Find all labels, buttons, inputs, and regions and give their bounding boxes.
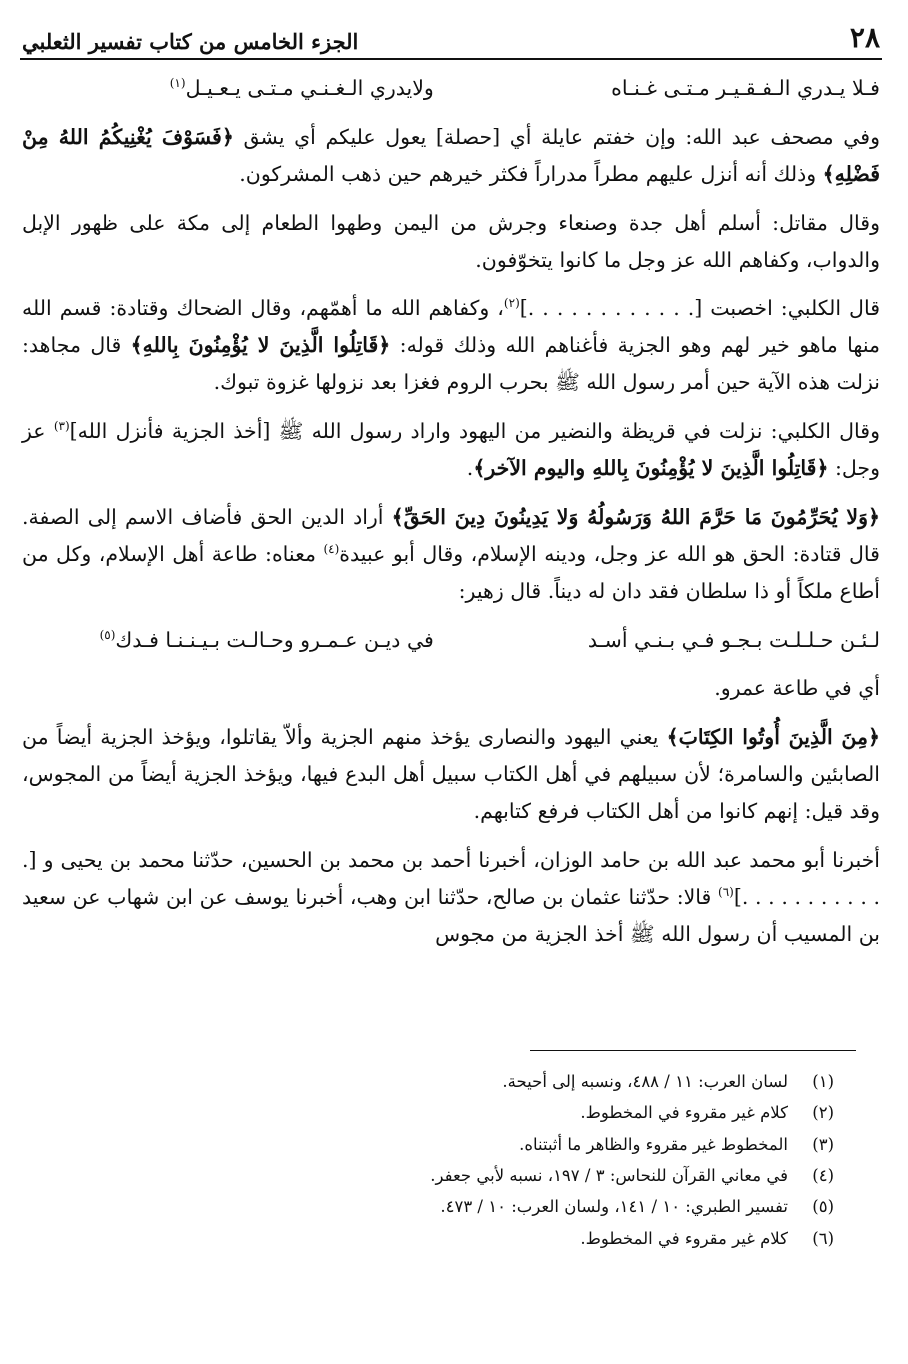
page-number: ٢٨ <box>849 21 880 54</box>
paragraph-2: وقال مقاتل: أسلم أهل جدة وصنعاء وجرش من اليمن وطهوا الطعام إلى مكة على ظهور الإبل والدواب، وكفاهم الله عز وجل ما كانوا يتخوّفون. <box>22 210 880 272</box>
paragraph-4-text-a: وقال الكلبي: نزلت في قريظة والنضير من اليهود واراد رسول الله ﷺ [أخذ الجزية فأنزل الله] <box>69 419 881 444</box>
paragraph-4-text-c: . <box>466 456 474 481</box>
footnote-mark-5[interactable]: (٥) <box>99 627 116 642</box>
page-header <box>22 14 880 54</box>
paragraph-5 <box>22 499 880 610</box>
verse-2-second-hemistich-text: في ديـن عـمـرو وحـالـت بـيـنـنـا فـدك <box>115 627 434 652</box>
footnote-number: (٥) <box>812 1197 834 1217</box>
footnote-mark-3[interactable]: (٣) <box>53 419 70 434</box>
paragraph-4-text-b: عز وجل: <box>22 419 880 481</box>
paragraph-8-text-a: أخبرنا أبو محمد عبد الله بن حامد الوزان، أخبرنا أحمد بن محمد بن الحسين، حدّثنا محمد بن يحيى و [. . . . . . . . . . . .] <box>22 848 881 909</box>
footnote-text: في معاني القرآن للنحاس: ٣ / ١٩٧، نسبه لأبي جعفر. <box>430 1166 788 1186</box>
quran-quote: ﴿مِنَ الَّذِينَ أُوتُوا الكِتَابَ﴾ <box>666 725 880 750</box>
paragraph-8 <box>22 842 880 953</box>
footnote-number: (١) <box>812 1072 834 1091</box>
footnote-text: لسان العرب: ١١ / ٤٨٨، ونسبه إلى أحيحة. <box>502 1072 788 1091</box>
header-title: الجزء الخامس من كتاب تفسير الثعلبي <box>22 29 359 54</box>
footnote-mark-6[interactable]: (٦) <box>718 885 734 900</box>
quran-quote: ﴿فَسَوْفَ يُغْنِيكُمُ اللهُ مِنْ فَضْلِهِ﴾ <box>22 124 880 186</box>
footnote-mark-2[interactable]: (٢) <box>503 296 520 311</box>
paragraph-7-text: يعني اليهود والنصارى يؤخذ منهم الجزية وألاّ يقاتلوا، ويؤخذ الجزية أيضاً من الصابئين والسامرة؛ لأن سبيلهم في أهل الكتاب سبيل أهل البدع فيها، ويؤخذ الجزية أيضاً من المجوس، وقد قيل: إنهم كانوا من أهل الكتاب فرفع كتابهم. <box>22 725 880 824</box>
footnote-text: تفسير الطبري: ١٠ / ١٤١، ولسان العرب: ١٠ / ٤٧٣. <box>440 1197 788 1217</box>
paragraph-1-text-a: وفي مصحف عبد الله: وإن خفتم عايلة أي [حصلة] يعول عليكم أي يشق <box>233 124 880 149</box>
poetry-verse-2 <box>22 622 880 659</box>
footnote-number: (٣) <box>812 1134 834 1154</box>
quran-quote: ﴿قَاتِلُوا الَّذِينَ لا يُؤْمِنُونَ بِاللهِ﴾ <box>130 333 391 358</box>
paragraph-5-text-b: معناه: طاعة أهل الإسلام، وكل من أطاع ملكاً أو ذا سلطان فقد دان له ديناً. قال زهير: <box>22 541 880 603</box>
verse-1-second-hemistich <box>22 70 434 107</box>
footnote-4 <box>22 1160 834 1191</box>
paragraph-8-text-b: قالا: حدّثنا عثمان بن صالح، حدّثنا ابن وهب، أخبرنا يوسف عن ابن شهاب عن سعيد بن المسيب أن رسول الله ﷺ أخذ الجزية من مجوس <box>22 884 880 946</box>
verse-1-second-hemistich-text: ولايدري الـغـنـي مـتـى يـعـيـل <box>185 76 434 100</box>
header-rule <box>20 58 882 60</box>
paragraph-3 <box>22 290 880 401</box>
footnotes <box>22 1066 834 1254</box>
footnote-number: (٦) <box>812 1228 834 1248</box>
footnote-2 <box>22 1097 834 1128</box>
footnote-5 <box>22 1191 834 1222</box>
footnote-mark-1[interactable]: (١) <box>169 76 186 91</box>
paragraph-3-text-c: قال مجاهد: نزلت هذه الآية حين أمر رسول الله ﷺ بحرب الروم فغزا بعد نزولها غزوة تبوك. <box>22 333 880 395</box>
verse-1-first-hemistich: فـلا يـدري الـفـقـيـر مـتـى غـنـاه <box>611 76 880 100</box>
paragraph-5-text-a: أراد الدين الحق فأضاف الاسم إلى الصفة. قال قتادة: الحق هو الله عز وجل، ودينه الإسلام، وقال أبو عبيدة <box>22 504 880 566</box>
footnote-6 <box>22 1223 834 1254</box>
paragraph-7 <box>22 719 880 830</box>
verse-2-second-hemistich <box>22 622 434 659</box>
footnote-number: (٤) <box>812 1166 834 1186</box>
footnote-1 <box>22 1066 834 1097</box>
footnote-separator <box>530 1050 856 1051</box>
paragraph-4 <box>22 413 880 487</box>
footnote-text: كلام غير مقروء في المخطوط. <box>580 1103 788 1123</box>
verse-2-first-hemistich: لـئـن حـلـلـت بـجـو فـي بـنـي أسـد <box>587 627 880 652</box>
paragraph-3-text-b: ، وكفاهم الله ما أهمّهم، وقال الضحاك وقتادة: قسم الله منها ماهو خير لهم وهو الجزية فأغناهم الله وذلك قوله: <box>22 296 880 358</box>
paragraph-3-text-a: قال الكلبي: اخصبت [. . . . . . . . . . . .] <box>519 296 880 321</box>
footnote-number: (٢) <box>812 1103 834 1123</box>
footnote-text: المخطوط غير مقروء والظاهر ما أثبتناه. <box>519 1134 788 1154</box>
main-text <box>22 70 880 965</box>
footnote-mark-4[interactable]: (٤) <box>323 541 340 556</box>
quran-quote: ﴿قَاتِلُوا الَّذِينَ لا يُؤْمِنُونَ بِاللهِ واليوم الآخر﴾ <box>473 456 829 481</box>
paragraph-1 <box>22 119 880 193</box>
quran-quote: ﴿وَلا يُحَرِّمُونَ مَا حَرَّمَ اللهُ وَرَسُولُهُ وَلا يَدِينُونَ دِينَ الحَقِّ﴾ <box>391 504 880 529</box>
footnote-text: كلام غير مقروء في المخطوط. <box>580 1228 788 1248</box>
poetry-verse-1 <box>22 70 880 107</box>
footnote-3 <box>22 1129 834 1160</box>
paragraph-6: أي في طاعة عمرو. <box>714 676 880 701</box>
paragraph-1-text-b: وذلك أنه أنزل عليهم مطراً مدراراً فكثر خيرهم حين ذهب المشركون. <box>239 161 823 186</box>
